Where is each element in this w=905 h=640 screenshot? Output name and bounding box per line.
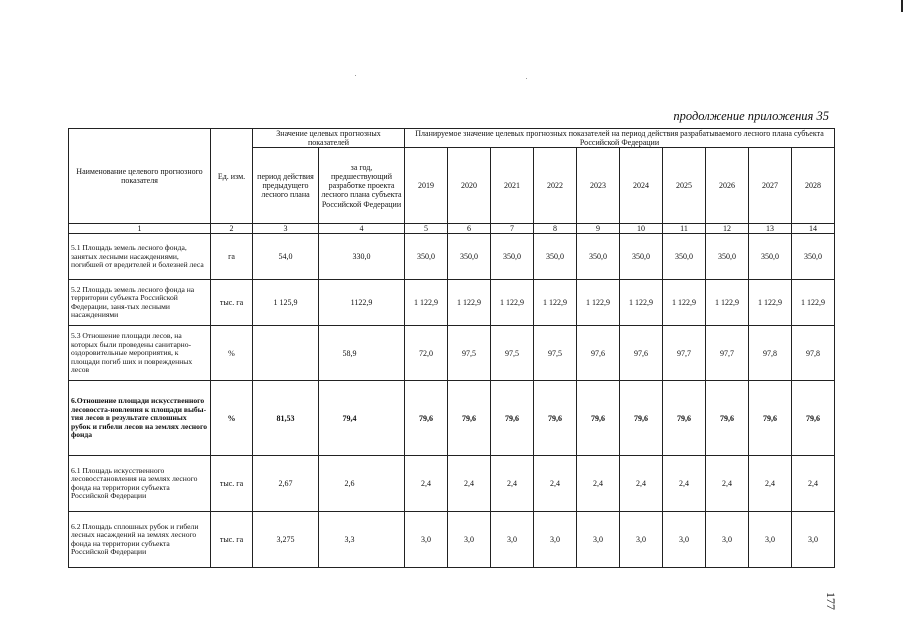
column-index: 12 bbox=[706, 224, 749, 234]
header-year: 2020 bbox=[448, 148, 491, 224]
value-year: 97,8 bbox=[792, 326, 835, 381]
indicator-name: 6.2 Площадь сплошных рубок и гибели лесных насаждений на землях лесного фонда на территории субъекта Российской Федерации bbox=[69, 512, 211, 568]
header-year: 2023 bbox=[577, 148, 620, 224]
header-year: 2028 bbox=[792, 148, 835, 224]
value-year: 2,4 bbox=[792, 456, 835, 512]
value-year: 72,0 bbox=[405, 326, 448, 381]
header-name: Наименование целевого прогнозного показателя bbox=[69, 129, 211, 224]
value-year: 97,7 bbox=[663, 326, 706, 381]
value-prev-period: 54,0 bbox=[253, 234, 319, 280]
value-year: 79,6 bbox=[534, 381, 577, 456]
header-unit: Ед. изм. bbox=[211, 129, 253, 224]
column-index: 13 bbox=[749, 224, 792, 234]
value-year: 350,0 bbox=[577, 234, 620, 280]
value-year: 79,6 bbox=[749, 381, 792, 456]
value-year: 1 122,9 bbox=[620, 280, 663, 326]
value-prior-year: 330,0 bbox=[319, 234, 405, 280]
value-year: 350,0 bbox=[663, 234, 706, 280]
value-year: 79,6 bbox=[448, 381, 491, 456]
indicator-unit: тыс. га bbox=[211, 280, 253, 326]
value-year: 79,6 bbox=[577, 381, 620, 456]
header-year: 2024 bbox=[620, 148, 663, 224]
indicator-name: 5.1 Площадь земель лесного фонда, занятых лесными насаждениями, погибшей от вредителей и болезней леса bbox=[69, 234, 211, 280]
value-year: 97,5 bbox=[491, 326, 534, 381]
value-year: 1 122,9 bbox=[534, 280, 577, 326]
indicator-unit: % bbox=[211, 326, 253, 381]
value-prev-period: 2,67 bbox=[253, 456, 319, 512]
header-prev-period: период действия предыдущего лесного плана bbox=[253, 148, 319, 224]
header-prior-year: за год, предшествующий разработке проекта лесного плана субъекта Российской Федерации bbox=[319, 148, 405, 224]
value-year: 2,4 bbox=[534, 456, 577, 512]
value-year: 1 122,9 bbox=[706, 280, 749, 326]
value-year: 350,0 bbox=[620, 234, 663, 280]
value-year: 3,0 bbox=[577, 512, 620, 568]
value-year: 97,7 bbox=[706, 326, 749, 381]
table-row bbox=[69, 381, 835, 456]
value-prior-year: 2,6 bbox=[319, 456, 405, 512]
value-year: 350,0 bbox=[491, 234, 534, 280]
value-year: 79,6 bbox=[706, 381, 749, 456]
header-year: 2027 bbox=[749, 148, 792, 224]
value-year: 2,4 bbox=[706, 456, 749, 512]
value-year: 97,5 bbox=[534, 326, 577, 381]
indicators-table bbox=[68, 128, 835, 568]
value-prev-period: 3,275 bbox=[253, 512, 319, 568]
indicator-name: 6.1 Площадь искусственного лесовосстановления на землях лесного фонда на территории субъекта Российской Федерации bbox=[69, 456, 211, 512]
value-year: 79,6 bbox=[491, 381, 534, 456]
value-year: 3,0 bbox=[405, 512, 448, 568]
indicator-name: 6.Отношение площади искусственного лесовосста-новления к площади выбы-тия лесов в результате сплошных рубок и гибели лесов на землях лесного фонда bbox=[69, 381, 211, 456]
value-year: 2,4 bbox=[405, 456, 448, 512]
value-year: 97,8 bbox=[749, 326, 792, 381]
value-year: 1 122,9 bbox=[448, 280, 491, 326]
value-year: 79,6 bbox=[405, 381, 448, 456]
value-prev-period: 1 125,9 bbox=[253, 280, 319, 326]
indicator-unit: га bbox=[211, 234, 253, 280]
value-year: 3,0 bbox=[448, 512, 491, 568]
column-index: 4 bbox=[319, 224, 405, 234]
header-year: 2026 bbox=[706, 148, 749, 224]
column-index: 10 bbox=[620, 224, 663, 234]
indicator-unit: % bbox=[211, 381, 253, 456]
value-prior-year: 79,4 bbox=[319, 381, 405, 456]
page-number: 177 bbox=[824, 592, 838, 610]
indicator-unit: тыс. га bbox=[211, 512, 253, 568]
column-index: 1 bbox=[69, 224, 211, 234]
column-index: 7 bbox=[491, 224, 534, 234]
table-row bbox=[69, 280, 835, 326]
indicator-unit: тыс. га bbox=[211, 456, 253, 512]
value-prior-year: 3,3 bbox=[319, 512, 405, 568]
value-year: 3,0 bbox=[792, 512, 835, 568]
header-group-target: Значение целевых прогнозных показателей bbox=[253, 129, 405, 148]
value-year: 1 122,9 bbox=[792, 280, 835, 326]
value-year: 350,0 bbox=[706, 234, 749, 280]
scan-edge-mark bbox=[901, 0, 903, 12]
value-year: 1 122,9 bbox=[663, 280, 706, 326]
value-year: 3,0 bbox=[749, 512, 792, 568]
value-year: 97,6 bbox=[577, 326, 620, 381]
value-prior-year: 1122,9 bbox=[319, 280, 405, 326]
indicator-name: 5.3 Отношение площади лесов, на которых были проведены санитарно-оздоровительные мероприятия, к площади погиб ших и поврежденных лесов bbox=[69, 326, 211, 381]
value-year: 350,0 bbox=[792, 234, 835, 280]
table-row bbox=[69, 456, 835, 512]
column-index: 5 bbox=[405, 224, 448, 234]
value-year: 79,6 bbox=[792, 381, 835, 456]
indicator-name: 5.2 Площадь земель лесного фонда на территории субъекта Российской Федерации, заня-тых лесными насаждениями bbox=[69, 280, 211, 326]
value-year: 3,0 bbox=[534, 512, 577, 568]
column-index: 14 bbox=[792, 224, 835, 234]
table-row bbox=[69, 326, 835, 381]
column-index: 6 bbox=[448, 224, 491, 234]
value-year: 3,0 bbox=[491, 512, 534, 568]
column-index-row bbox=[69, 224, 835, 234]
value-year: 97,5 bbox=[448, 326, 491, 381]
appendix-caption: продолжение приложения 35 bbox=[673, 109, 829, 123]
value-year: 1 122,9 bbox=[405, 280, 448, 326]
value-year: 79,6 bbox=[663, 381, 706, 456]
value-year: 2,4 bbox=[491, 456, 534, 512]
value-year: 350,0 bbox=[405, 234, 448, 280]
value-year: 350,0 bbox=[448, 234, 491, 280]
value-year: 3,0 bbox=[706, 512, 749, 568]
value-prev-period bbox=[253, 326, 319, 381]
table-row bbox=[69, 234, 835, 280]
table-row bbox=[69, 512, 835, 568]
value-year: 1 122,9 bbox=[577, 280, 620, 326]
value-year: 3,0 bbox=[663, 512, 706, 568]
column-index: 2 bbox=[211, 224, 253, 234]
header-year: 2022 bbox=[534, 148, 577, 224]
column-index: 9 bbox=[577, 224, 620, 234]
value-year: 2,4 bbox=[749, 456, 792, 512]
value-year: 3,0 bbox=[620, 512, 663, 568]
scan-speck bbox=[526, 78, 527, 79]
header-year: 2019 bbox=[405, 148, 448, 224]
value-year: 1 122,9 bbox=[749, 280, 792, 326]
value-year: 1 122,9 bbox=[491, 280, 534, 326]
value-year: 2,4 bbox=[448, 456, 491, 512]
value-year: 2,4 bbox=[577, 456, 620, 512]
value-year: 350,0 bbox=[749, 234, 792, 280]
value-year: 2,4 bbox=[620, 456, 663, 512]
column-index: 11 bbox=[663, 224, 706, 234]
header-group-planned: Планируемое значение целевых прогнозных показателей на период действия разрабатываемого лесного плана субъекта Российской Федерации bbox=[405, 129, 835, 148]
value-year: 350,0 bbox=[534, 234, 577, 280]
value-year: 2,4 bbox=[663, 456, 706, 512]
header-year: 2025 bbox=[663, 148, 706, 224]
value-prev-period: 81,53 bbox=[253, 381, 319, 456]
column-index: 8 bbox=[534, 224, 577, 234]
header-year: 2021 bbox=[491, 148, 534, 224]
value-year: 79,6 bbox=[620, 381, 663, 456]
value-year: 97,6 bbox=[620, 326, 663, 381]
column-index: 3 bbox=[253, 224, 319, 234]
scan-speck bbox=[355, 75, 356, 76]
value-prior-year: 58,9 bbox=[319, 326, 405, 381]
